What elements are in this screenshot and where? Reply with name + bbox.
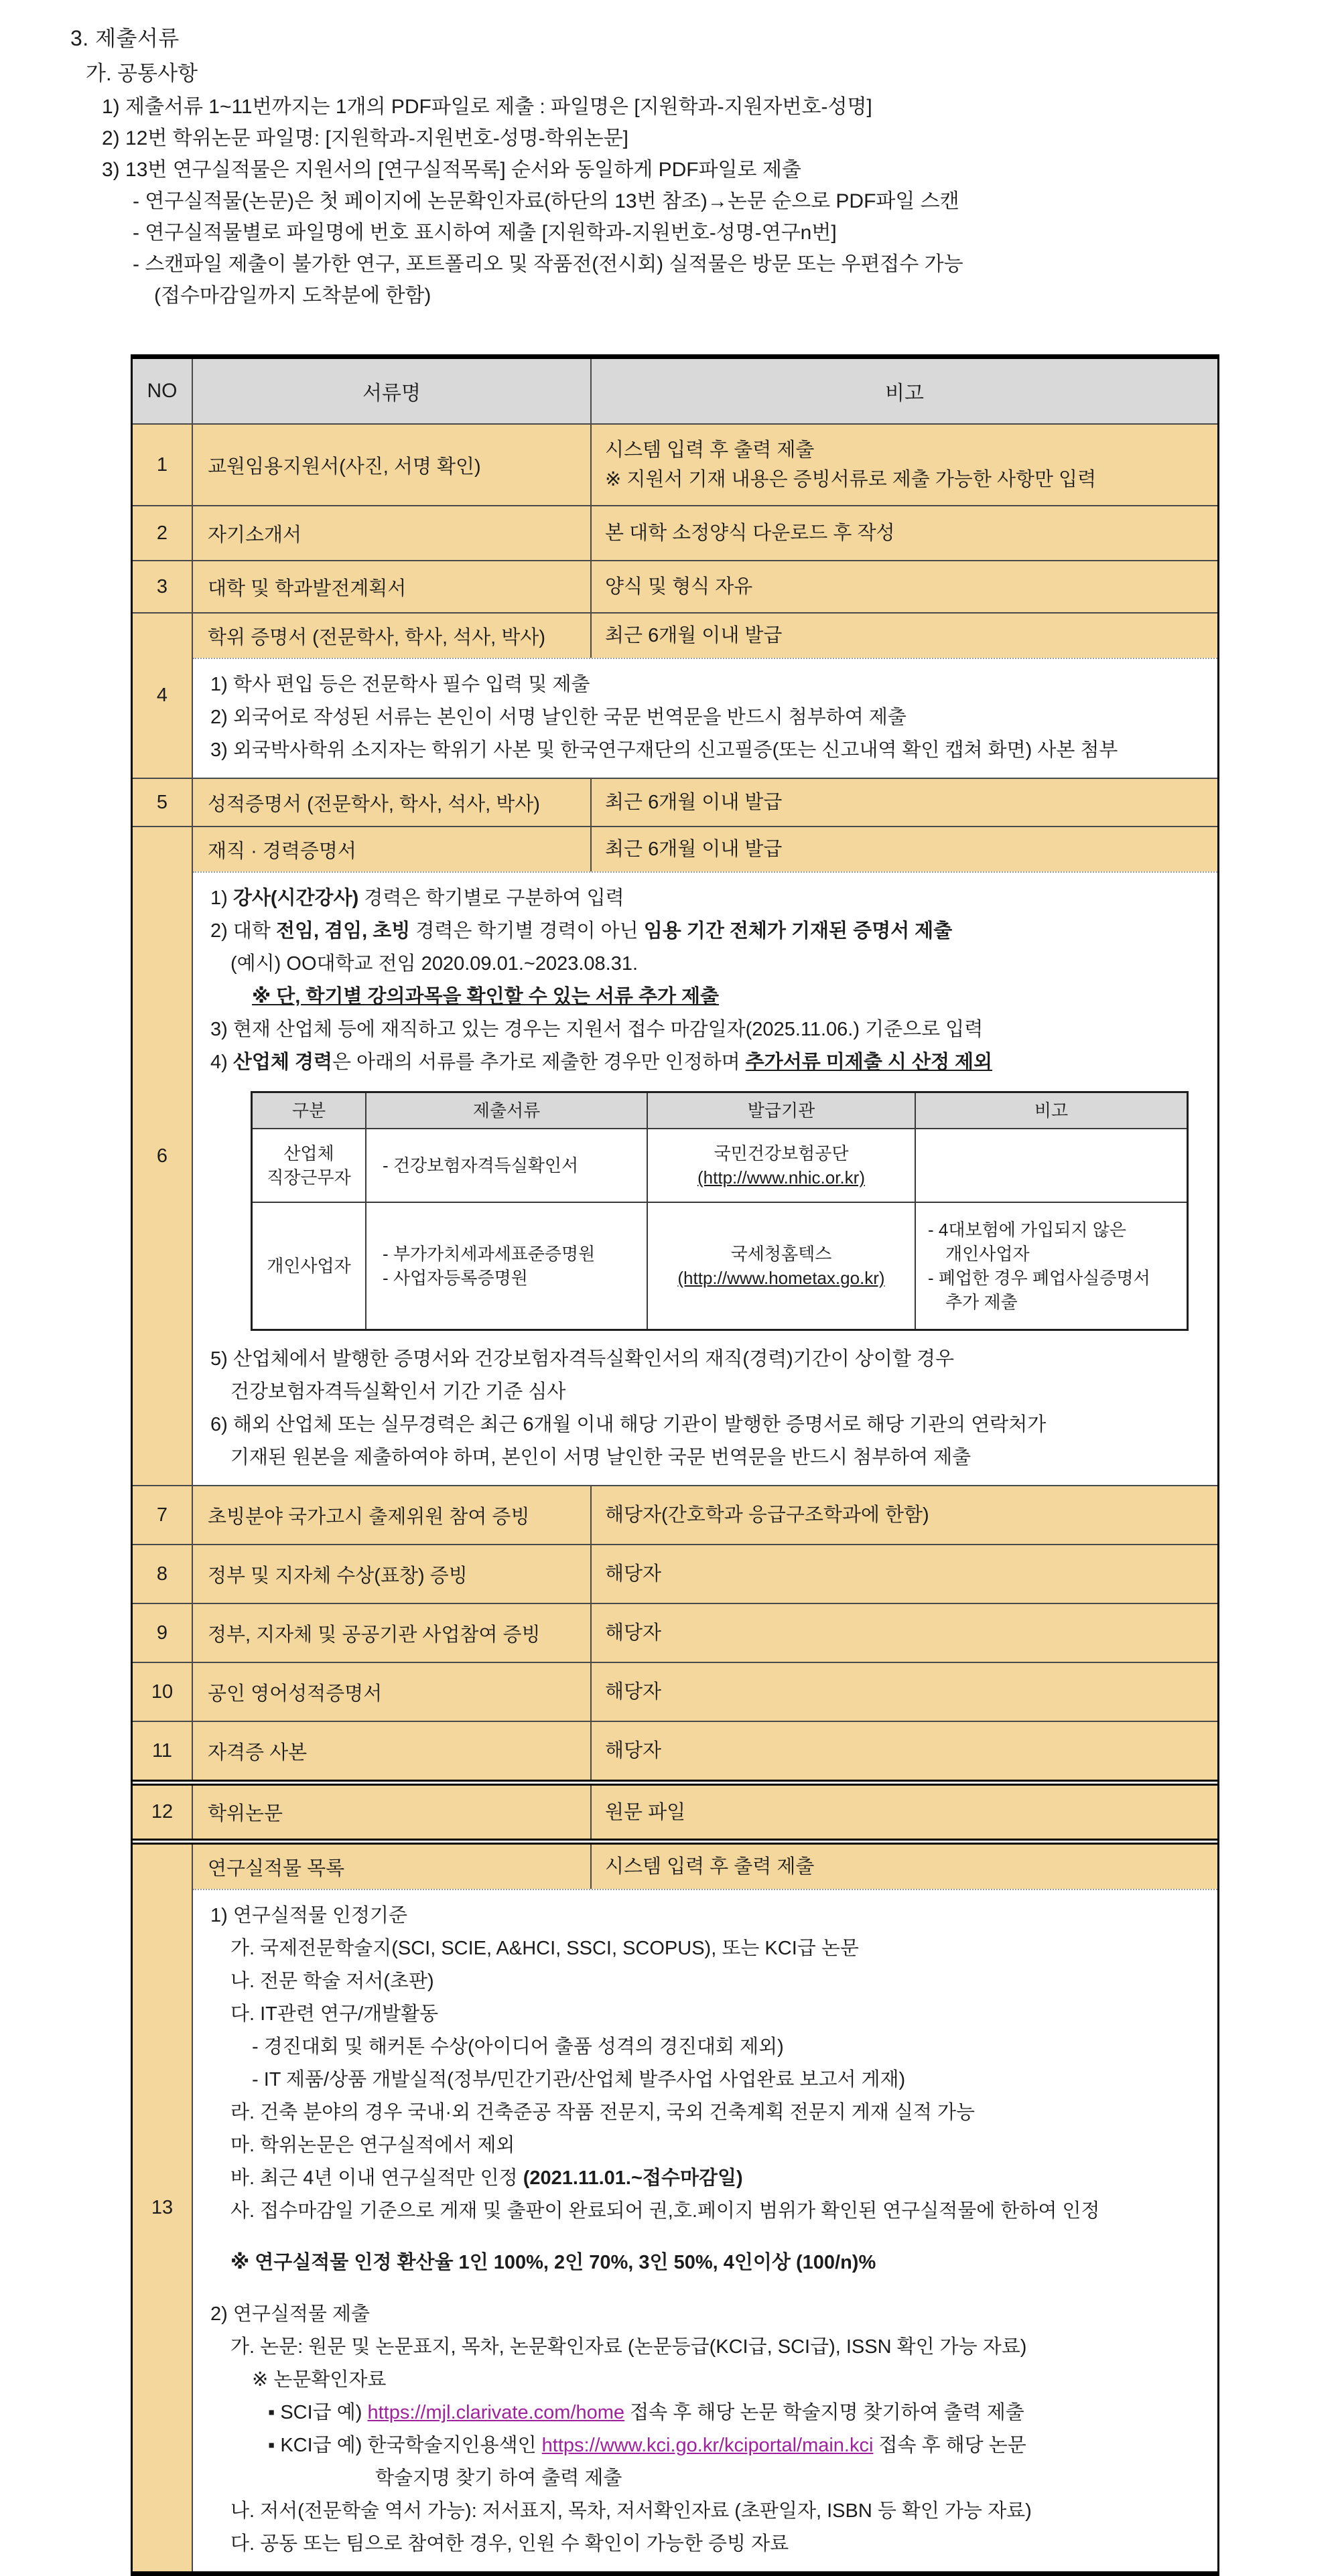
remark-cell xyxy=(592,425,1217,505)
text-segment: 가. 논문: 원문 및 논문표지, 목차, 논문확인자료 (논문등급(KCI급, SCI급), ISSN 확인 가능 자료) xyxy=(230,2336,1027,2358)
category-cell xyxy=(253,1129,366,1202)
remark-line: 해당자 xyxy=(605,1681,662,1703)
issuer-line: 국세청홈텍스 xyxy=(730,1244,832,1264)
inner-column-header xyxy=(916,1093,1187,1128)
text-segment: 2) 외국어로 작성된 서류는 본인이 서명 날인한 국문 번역문을 반드시 첨부하여 제출 xyxy=(210,707,907,728)
table-row xyxy=(133,1485,1217,1544)
table-row xyxy=(133,423,1217,505)
document-table xyxy=(131,354,1219,2576)
remark-line: 해당자(간호학과 응급구조학과에 한함) xyxy=(605,1504,929,1526)
remark-cell xyxy=(592,1722,1217,1780)
text-segment: 강사(시간강사) xyxy=(232,887,359,909)
document-page xyxy=(0,20,1340,2555)
row-number-cell: 3 xyxy=(133,561,193,612)
text-segment: 접속 후 해당 논문 학술지명 찾기하여 출력 제출 xyxy=(624,2402,1024,2423)
issuer-cell xyxy=(648,1129,916,1202)
section-subtitle: 가. 공통사항 xyxy=(86,62,198,85)
text-segment: ※ 연구실적물 인정 환산율 1인 100%, 2인 70%, 3인 50%, 4인이상 (100/n)% xyxy=(230,2252,876,2273)
common-note-line xyxy=(133,186,1340,217)
row-number-cell: 8 xyxy=(133,1545,193,1603)
document-line: - 부가가치세과세표준증명원 xyxy=(383,1244,596,1264)
remark-line: 최근 6개월 이내 발급 xyxy=(605,839,783,860)
document-name-cell: 학위논문 xyxy=(193,1786,592,1839)
remark-line: 양식 및 형식 자유 xyxy=(605,576,753,597)
detail-line xyxy=(210,1900,1207,1932)
document-line: - 사업자등록증명원 xyxy=(383,1268,528,1288)
table-row xyxy=(133,1721,1217,1780)
text-segment: ▪ SCI급 예) xyxy=(268,2402,368,2423)
row-details xyxy=(193,1889,1217,2571)
text-segment: 기재된 원본을 제출하여야 하며, 본인이 서명 날인한 국문 번역문을 반드시 첨부하여 제출 xyxy=(230,1447,972,1468)
text-segment: (예시) OO대학교 전임 2020.09.01.~2023.08.31. xyxy=(230,953,639,975)
row-number-cell: 11 xyxy=(133,1722,193,1780)
document-name-cell: 자격증 사본 xyxy=(193,1722,592,1780)
row-details xyxy=(193,658,1217,778)
documents-cell xyxy=(366,1129,648,1202)
detail-line xyxy=(230,2195,1207,2228)
row-body xyxy=(193,614,1217,778)
table-row xyxy=(133,1662,1217,1721)
text-segment: ※ 논문확인자료 xyxy=(252,2369,387,2390)
category-line: 산업체 xyxy=(283,1143,334,1163)
career-proof-table xyxy=(251,1091,1189,1331)
document-name-cell: 정부 및 지자체 수상(표창) 증빙 xyxy=(193,1545,592,1603)
remark-line: 시스템 입력 후 출력 제출 xyxy=(605,1856,815,1877)
text-segment: (접수마감일까지 도착분에 한함) xyxy=(154,285,431,307)
table-row xyxy=(133,826,1217,1485)
inner-note-line: - 4대보험에 가입되지 않은 xyxy=(928,1220,1126,1240)
text-segment: 사. 접수마감일 기준으로 게재 및 출판이 완료되어 권,호.페이지 범위가 확인된 연구실적물에 한하여 인정 xyxy=(230,2200,1100,2222)
detail-line xyxy=(230,948,1207,981)
detail-line xyxy=(230,1441,1207,1474)
text-segment: 1) 제출서류 1~11번까지는 1개의 PDF파일로 제출 : 파일명은 [지원학과-지원자번호-성명] xyxy=(102,96,872,118)
row-number-cell: 6 xyxy=(133,827,193,1485)
detail-line xyxy=(210,1409,1207,1441)
remark-cell xyxy=(592,1545,1217,1603)
row-number-cell: 10 xyxy=(133,1663,193,1721)
detail-line xyxy=(230,1932,1207,1965)
text-segment: 1) 연구실적물 인정기준 xyxy=(210,1905,408,1926)
remark-cell xyxy=(592,1604,1217,1662)
detail-line xyxy=(230,1998,1207,2031)
column-header-remark: 비고 xyxy=(885,382,924,405)
text-segment: 라. 건축 분야의 경우 국내·외 건축준공 작품 전문지, 국외 건축계획 전문지 게재 실적 가능 xyxy=(230,2102,976,2123)
external-link[interactable]: https://mjl.clarivate.com/home xyxy=(367,2402,625,2423)
common-note-line xyxy=(154,280,1340,311)
text-segment: 1) xyxy=(210,887,233,909)
document-name-cell: 정부, 지자체 및 공공기관 사업참여 증빙 xyxy=(193,1604,592,1662)
inner-table-row xyxy=(253,1128,1187,1202)
document-name-cell: 연구실적물 목록 xyxy=(193,1845,592,1889)
common-note-line xyxy=(133,248,1340,280)
text-segment: 가. 국제전문학술지(SCI, SCIE, A&HCI, SSCI, SCOPUS), 또는 KCI급 논문 xyxy=(230,1938,859,1959)
detail-line xyxy=(230,2331,1207,2364)
row-number-cell: 7 xyxy=(133,1486,193,1544)
detail-line xyxy=(230,2495,1207,2528)
inner-table-row xyxy=(253,1202,1187,1329)
text-segment: 건강보험자격득실확인서 기간 기준 심사 xyxy=(230,1381,566,1403)
page-title: 3. 제출서류 xyxy=(70,26,180,50)
issuer-cell xyxy=(648,1203,916,1329)
table-row xyxy=(133,1780,1217,1839)
document-name-cell: 초빙분야 국가고시 출제위원 참여 증빙 xyxy=(193,1486,592,1544)
row-details xyxy=(193,871,1217,1485)
row-number-cell: 12 xyxy=(133,1786,193,1839)
common-note-line xyxy=(102,91,1340,123)
text-segment: 경력은 학기별로 구분하여 입력 xyxy=(358,887,624,909)
detail-line xyxy=(210,1046,1207,1079)
row-subheader xyxy=(193,1845,1217,1889)
row-number-cell: 5 xyxy=(133,779,193,826)
text-segment: 3) 현재 산업체 등에 재직하고 있는 경우는 지원서 접수 마감일자(2025.11.06.) 기준으로 입력 xyxy=(210,1019,984,1040)
remark-line: 해당자 xyxy=(605,1563,662,1585)
document-name-cell: 교원임용지원서(사진, 서명 확인) xyxy=(193,425,592,505)
text-segment: (2021.11.01.~접수마감일) xyxy=(523,2167,743,2189)
text-segment: 다. IT관련 연구/개발활동 xyxy=(230,2003,439,2025)
inner-header-label: 제출서류 xyxy=(472,1100,541,1121)
document-line: - 건강보험자격득실확인서 xyxy=(383,1155,579,1175)
column-header-docname: 서류명 xyxy=(193,359,592,423)
common-notes-list xyxy=(0,91,1340,311)
detail-line xyxy=(210,1343,1207,1376)
remark-cell xyxy=(592,614,1217,658)
row-subheader xyxy=(193,614,1217,658)
detail-line xyxy=(210,668,1207,701)
text-segment: 임용 기간 전체가 기재된 증명서 제출 xyxy=(643,920,953,942)
issuer-url-link[interactable]: (http://www.hometax.go.kr) xyxy=(677,1268,885,1288)
documents-cell xyxy=(366,1203,648,1329)
table-row xyxy=(133,1544,1217,1603)
table-row xyxy=(133,560,1217,612)
row-body xyxy=(193,1845,1217,2571)
document-name-cell: 자기소개서 xyxy=(193,506,592,560)
table-row xyxy=(133,505,1217,560)
text-segment: 2) 연구실적물 제출 xyxy=(210,2303,370,2325)
category-cell xyxy=(253,1203,366,1329)
text-segment: - 경진대회 및 해커톤 수상(아이디어 출품 성격의 경진대회 제외) xyxy=(252,2036,784,2058)
remark-cell xyxy=(592,1845,1217,1889)
text-segment: 6) 해외 산업체 또는 실무경력은 최근 6개월 이내 해당 기관이 발행한 증명서로 해당 기관의 연락처가 xyxy=(210,1414,1047,1435)
inner-header-label: 비고 xyxy=(1034,1100,1069,1121)
detail-line xyxy=(210,915,1207,948)
remark-line: 최근 6개월 이내 발급 xyxy=(605,625,783,646)
text-segment: ※ 단, 학기별 강의과목을 확인할 수 있는 서류 추가 제출 xyxy=(252,986,720,1007)
detail-line xyxy=(210,734,1207,767)
text-segment: 추가서류 미제출 시 산정 제외 xyxy=(745,1052,993,1073)
remark-cell xyxy=(592,506,1217,560)
detail-line xyxy=(230,2528,1207,2561)
row-subheader xyxy=(193,827,1217,871)
detail-line xyxy=(375,2462,1207,2495)
detail-line xyxy=(210,701,1207,734)
text-segment: 3) 외국박사학위 소지자는 학위기 사본 및 한국연구재단의 신고필증(또는 신고내역 확인 캡쳐 화면) 사본 첨부 xyxy=(210,739,1118,761)
common-note-line xyxy=(102,154,1340,186)
text-segment: 마. 학위논문은 연구실적에서 제외 xyxy=(230,2135,515,2156)
document-name-cell: 대학 및 학과발전계획서 xyxy=(193,561,592,612)
row-number-cell: 9 xyxy=(133,1604,193,1662)
detail-line xyxy=(252,981,1207,1013)
text-segment: - 연구실적물(논문)은 첫 페이지에 논문확인자료(하단의 13번 참조)→논문 순으로 PDF파일 스캔 xyxy=(133,190,959,212)
inner-note-line: 개인사업자 xyxy=(945,1244,1030,1264)
text-segment: - 연구실적물별로 파일명에 번호 표시하여 제출 [지원학과-지원번호-성명-연구n번] xyxy=(133,222,837,244)
text-segment: ▪ KCI급 예) 한국학술지인용색인 xyxy=(268,2435,542,2456)
detail-line xyxy=(252,2031,1207,2064)
issuer-line: 국민건강보험공단 xyxy=(714,1143,849,1163)
detail-line xyxy=(230,1965,1207,1998)
external-link[interactable]: https://www.kci.go.kr/kciportal/main.kci xyxy=(541,2435,874,2456)
text-segment: 3) 13번 연구실적물은 지원서의 [연구실적목록] 순서와 동일하게 PDF파일로 제출 xyxy=(102,159,801,181)
text-segment: 학술지명 찾기 하여 출력 제출 xyxy=(375,2467,622,2489)
text-segment: 2) 12번 학위논문 파일명: [지원학과-지원번호-성명-학위논문] xyxy=(102,127,628,149)
remark-line: 시스템 입력 후 출력 제출 xyxy=(605,439,815,461)
category-line: 직장근무자 xyxy=(267,1167,351,1188)
common-note-line xyxy=(133,217,1340,248)
remark-cell xyxy=(592,1786,1217,1839)
row-number-cell: 2 xyxy=(133,506,193,560)
document-name-cell: 재직 · 경력증명서 xyxy=(193,827,592,871)
remark-line: 최근 6개월 이내 발급 xyxy=(605,792,783,813)
remark-cell xyxy=(592,827,1217,871)
detail-line xyxy=(252,2064,1207,2096)
row-number-cell: 13 xyxy=(133,1845,193,2571)
text-segment: 나. 전문 학술 저서(초판) xyxy=(230,1971,434,1992)
inner-header-label: 발급기관 xyxy=(747,1100,815,1121)
detail-line xyxy=(252,2364,1207,2396)
text-segment: 나. 저서(전문학술 역서 가능): 저서표지, 목차, 저서확인자료 (초판일자, ISBN 등 확인 가능 자료) xyxy=(230,2500,1032,2522)
detail-line xyxy=(230,2246,1207,2279)
remark-line: ※ 지원서 기재 내용은 증빙서류로 제출 가능한 사항만 입력 xyxy=(605,469,1097,490)
remark-cell xyxy=(592,779,1217,826)
text-segment: 은 아래의 서류를 추가로 제출한 경우만 인정하며 xyxy=(332,1052,746,1073)
text-segment: - IT 제품/상품 개발실적(정부/민간기관/산업체 발주사업 사업완료 보고서 게재) xyxy=(252,2069,906,2090)
detail-line xyxy=(230,2129,1207,2162)
detail-line xyxy=(230,2162,1207,2195)
remark-line: 해당자 xyxy=(605,1740,662,1762)
detail-line xyxy=(210,1013,1207,1046)
inner-header-label: 구분 xyxy=(291,1100,326,1121)
text-segment: 접속 후 해당 논문 xyxy=(873,2435,1026,2456)
remark-line: 원문 파일 xyxy=(605,1801,686,1823)
inner-note-line: 추가 제출 xyxy=(945,1292,1018,1312)
inner-column-header xyxy=(253,1093,366,1128)
column-header-no: NO xyxy=(133,359,193,423)
text-segment: 바. 최근 4년 이내 연구실적만 인정 xyxy=(230,2167,523,2189)
remark-line: 해당자 xyxy=(605,1622,662,1644)
row-number-cell: 1 xyxy=(133,425,193,505)
detail-line xyxy=(210,882,1207,915)
detail-line xyxy=(268,2429,1207,2462)
common-note-line xyxy=(102,123,1340,154)
text-segment: - 스캔파일 제출이 불가한 연구, 포트폴리오 및 작품전(전시회) 실적물은 방문 또는 우편접수 가능 xyxy=(133,253,963,275)
text-segment: 5) 산업체에서 발행한 증명서와 건강보험자격득실확인서의 재직(경력)기간이 상이할 경우 xyxy=(210,1348,955,1370)
text-segment: 1) 학사 편입 등은 전문학사 필수 입력 및 제출 xyxy=(210,674,590,695)
remark-cell xyxy=(592,561,1217,612)
table-row xyxy=(133,1839,1217,2571)
document-name-cell: 학위 증명서 (전문학사, 학사, 석사, 박사) xyxy=(193,614,592,658)
table-header-row xyxy=(133,359,1217,423)
document-name-cell: 공인 영어성적증명서 xyxy=(193,1663,592,1721)
text-segment: 전임, 겸임, 초빙 xyxy=(275,920,411,942)
inner-table-header-row xyxy=(253,1093,1187,1128)
document-name-cell: 성적증명서 (전문학사, 학사, 석사, 박사) xyxy=(193,779,592,826)
text-segment: 4) xyxy=(210,1052,233,1073)
row-number-cell: 4 xyxy=(133,614,193,778)
category-line: 개인사업자 xyxy=(267,1256,351,1276)
inner-note-line: - 폐업한 경우 폐업사실증명서 xyxy=(928,1268,1150,1288)
remark-cell xyxy=(592,1663,1217,1721)
row-body xyxy=(193,827,1217,1485)
table-row xyxy=(133,612,1217,778)
table-row xyxy=(133,778,1217,826)
detail-line xyxy=(230,2096,1207,2129)
issuer-url-link[interactable]: (http://www.nhic.or.kr) xyxy=(697,1167,865,1188)
inner-note-cell xyxy=(916,1203,1187,1329)
inner-note-cell xyxy=(916,1129,1187,1202)
text-segment: 다. 공동 또는 팀으로 참여한 경우, 인원 수 확인이 가능한 증빙 자료 xyxy=(230,2533,789,2555)
inner-column-header xyxy=(648,1093,916,1128)
remark-cell xyxy=(592,1486,1217,1544)
inner-column-header xyxy=(366,1093,648,1128)
text-segment: 산업체 경력 xyxy=(232,1052,332,1073)
text-segment: 경력은 학기별 경력이 아닌 xyxy=(410,920,644,942)
text-segment: 2) 대학 xyxy=(210,920,276,942)
detail-line xyxy=(210,2298,1207,2331)
table-row xyxy=(133,1603,1217,1662)
detail-line xyxy=(230,1376,1207,1409)
remark-line: 본 대학 소정양식 다운로드 후 작성 xyxy=(605,522,895,544)
